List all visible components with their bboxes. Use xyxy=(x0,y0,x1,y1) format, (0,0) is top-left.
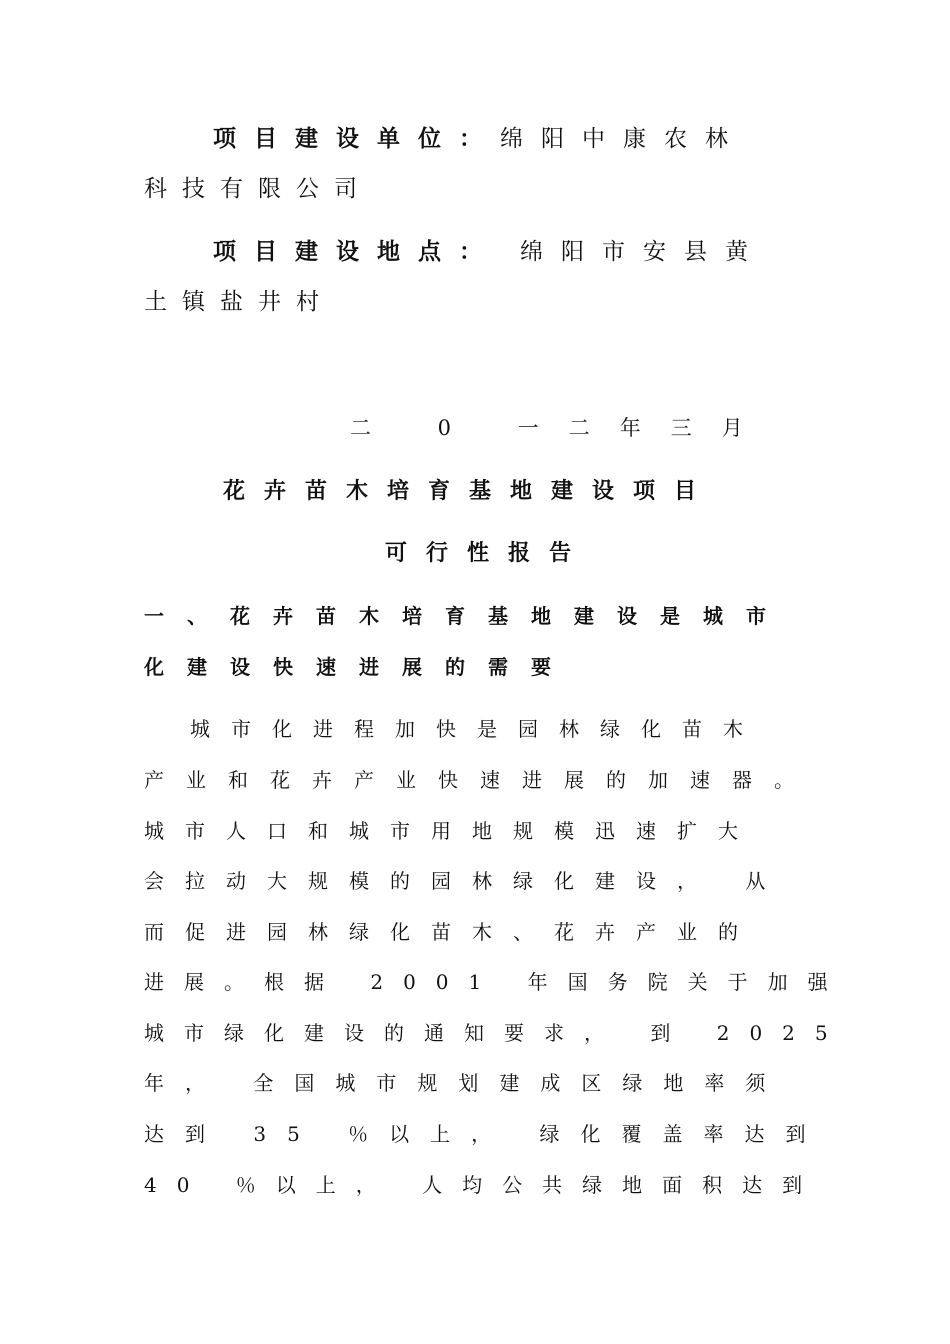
section-heading-line-1: 一、花卉苗木培育基地建设是城市 xyxy=(144,604,789,628)
location-line-1 xyxy=(213,237,766,267)
body-line-6: 进展。根据 2001 年国务院关于加强 xyxy=(144,970,848,994)
body-line-9: 达到 35 ％以上， 绿化覆盖率达到 xyxy=(144,1122,827,1146)
body-line-2: 产业和花卉产业快速进展的加速器。 xyxy=(144,768,816,792)
report-date: 二 0 一二年三月 xyxy=(350,416,773,440)
body-line-7: 城市绿化建设的通知要求， 到 2025 xyxy=(144,1021,848,1045)
report-title-line-1: 花卉苗木培育基地建设项目 xyxy=(223,478,716,504)
section-heading-line-2: 化建设快速进展的需要 xyxy=(144,655,574,679)
unit-label: 项目建设单位： xyxy=(213,125,500,152)
unit-line-1 xyxy=(213,124,746,154)
body-line-1: 城市化进程加快是园林绿化苗木 xyxy=(190,717,764,741)
location-value-part-1: 绵阳市安县黄 xyxy=(520,239,766,265)
location-label: 项目建设地点： xyxy=(213,238,500,265)
report-title-line-2: 可行性报告 xyxy=(385,540,591,566)
body-line-10: 40 ％以上， 人均公共绿地面积达到 xyxy=(144,1173,823,1197)
unit-value-part-1: 绵阳中康农林 xyxy=(500,126,746,152)
body-line-8: 年， 全国城市规划建成区绿地率须 xyxy=(144,1071,787,1095)
location-value-part-2: 土镇盐井村 xyxy=(144,289,334,315)
body-line-4: 会拉动大规模的园林绿化建设， 从 xyxy=(144,869,787,893)
body-line-3: 城市人口和城市用地规模迅速扩大 xyxy=(144,819,759,843)
unit-value-part-2: 科技有限公司 xyxy=(144,176,372,202)
body-line-5: 而促进园林绿化苗木、花卉产业的 xyxy=(144,920,759,944)
